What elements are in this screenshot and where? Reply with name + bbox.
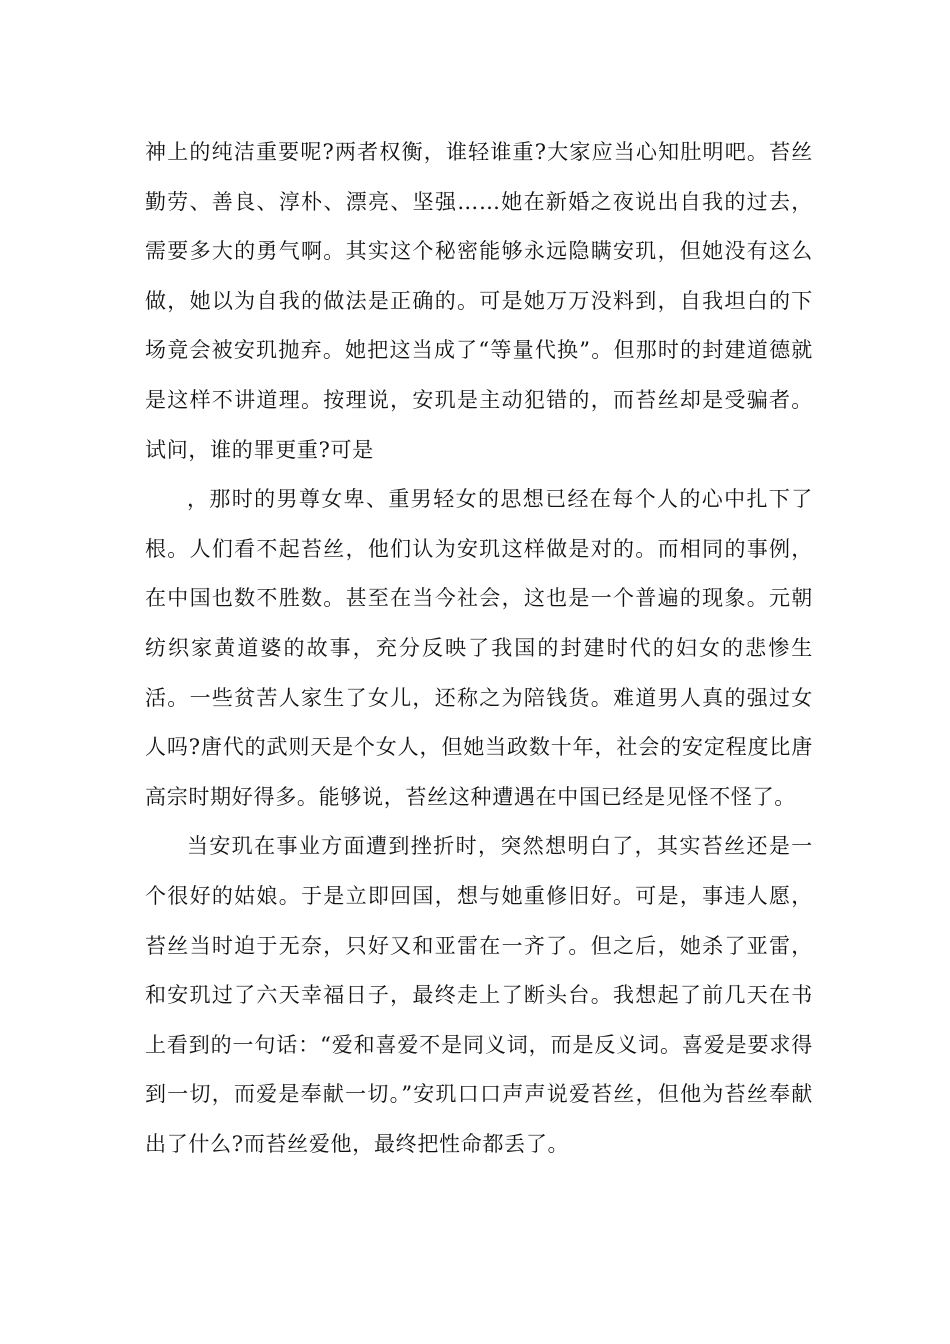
paragraph-3: 当安玑在事业方面遭到挫折时，突然想明白了，其实苔丝还是一个很好的姑娘。于是立即回国，想与她重修旧好。可是，事违人愿，苔丝当时迫于无奈，只好又和亚雷在一齐了。但之后，她杀了亚雷，和安玑过了六天幸福日子，最终走上了断头台。我想起了前几天在书上看到的一句话：“爱和喜爱不是同义词，而是反义词。喜爱是要求得到一切，而爱是奉献一切。”安玑口口声声说爱苔丝，但他为苔丝奉献出了什么?而苔丝爱他，最终把性命都丢了。 [145,834,813,1156]
paragraph-2: ，那时的男尊女卑、重男轻女的思想已经在每个人的心中扎下了根。人们看不起苔丝，他们认为安玑这样做是对的。而相同的事例，在中国也数不胜数。甚至在当今社会，这也是一个普遍的现象。元朝纺织家黄道婆的故事，充分反映了我国的封建时代的妇女的悲惨生活。一些贫苦人家生了女儿，还称之为陪钱货。难道男人真的强过女人吗?唐代的武则天是个女人，但她当政数十年，社会的安定程度比唐高宗时期好得多。能够说，苔丝这种遭遇在中国已经是见怪不怪了。 [145,487,813,809]
document-body [145,128,813,1169]
paragraph-1: 神上的纯洁重要呢?两者权衡，谁轻谁重?大家应当心知肚明吧。苔丝勤劳、善良、淳朴、漂亮、坚强……她在新婚之夜说出自我的过去，需要多大的勇气啊。其实这个秘密能够永远隐瞒安玑，但她没有这么做，她以为自我的做法是正确的。可是她万万没料到，自我坦白的下场竟会被安玑抛弃。她把这当成了“等量代换”。但那时的封建道德就是这样不讲道理。按理说，安玑是主动犯错的，而苔丝却是受骗者。试问，谁的罪更重?可是 [145,140,813,462]
